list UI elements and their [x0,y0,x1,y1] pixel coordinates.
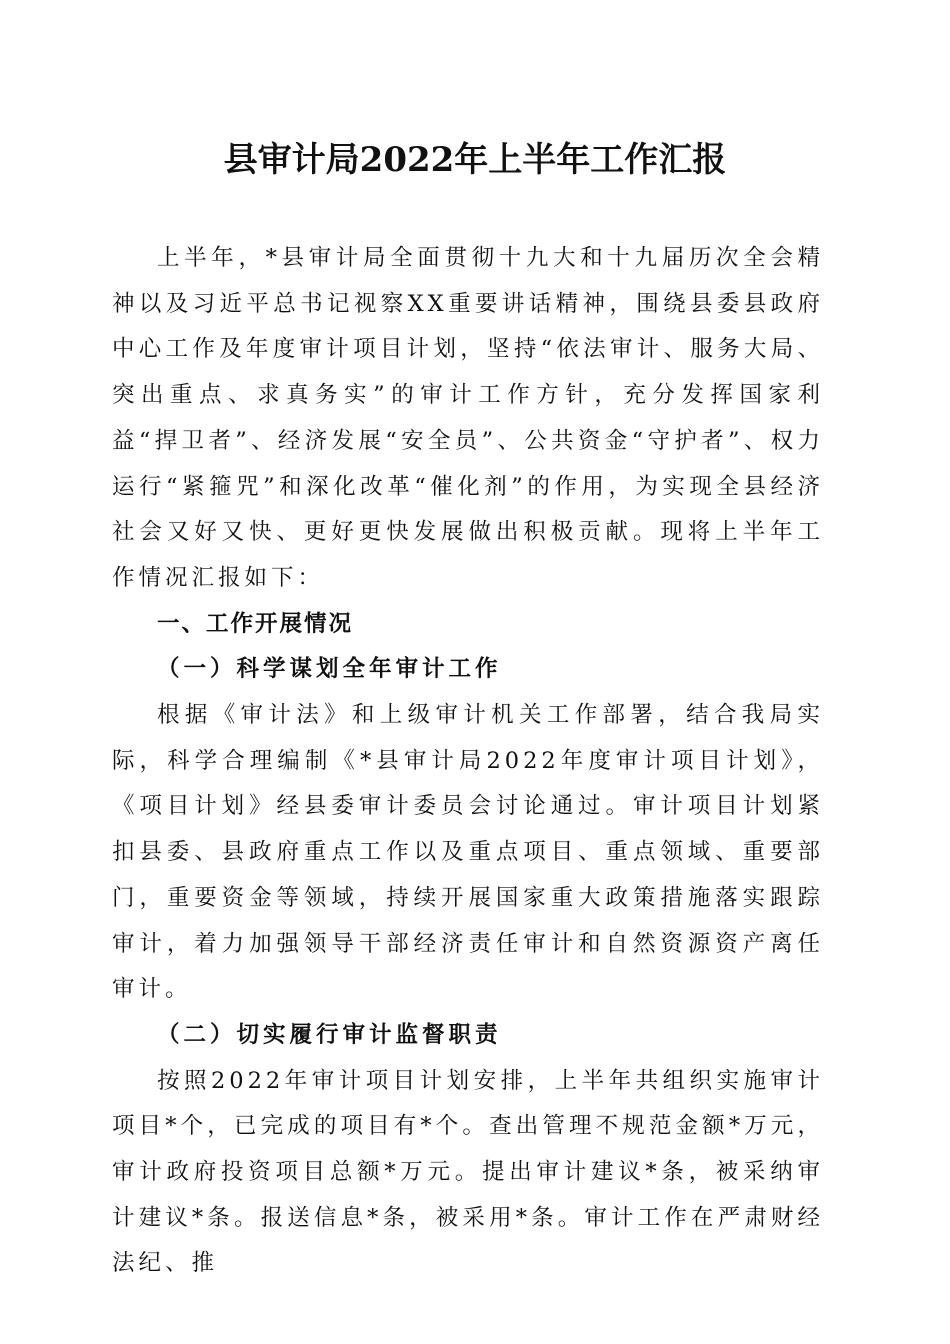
subsection-body-2: 按照2022年审计项目计划安排，上半年共组织实施审计项目*个，已完成的项目有*个。查出管理不规范金额*万元，审计政府投资项目总额*万元。提出审计建议*条，被采纳审计建议*条。报送信息*条，被采用*条。审计工作在严肃财经法纪、推 [112,1067,824,1277]
document-body [112,236,824,1287]
document-title: 县审计局2022年上半年工作汇报 [223,140,727,180]
subsection-heading-1: （一）科学谋划全年审计工作 [157,656,502,683]
intro-paragraph: 上半年，*县审计局全面贯彻十九大和十九届历次全会精神以及习近平总书记视察XX重要讲话精神，围绕县委县政府中心工作及年度审计项目计划，坚持“依法审计、服务大局、突出重点、求真务实”的审计工作方针，充分发挥国家利益“捍卫者”、经济发展“安全员”、公共资金“守护者”、权力运行“紧箍咒”和深化改革“催化剂”的作用，为实现全县经济社会又好又快、更好更快发展做出积极贡献。现将上半年工作情况汇报如下： [112,245,824,591]
subsection-heading-2: （二）切实履行审计监督职责 [157,1021,502,1048]
section-heading-1: 一、工作开展情况 [157,610,354,637]
subsection-body-1: 根据《审计法》和上级审计机关工作部署，结合我局实际，科学合理编制《*县审计局2022年度审计项目计划》，《项目计划》经县委审计委员会讨论通过。审计项目计划紧扣县委、县政府重点工作以及重点项目、重点领域、重要部门，重要资金等领域，持续开展国家重大政策措施落实跟踪审计，着力加强领导干部经济责任审计和自然资源资产离任审计。 [112,702,824,1003]
